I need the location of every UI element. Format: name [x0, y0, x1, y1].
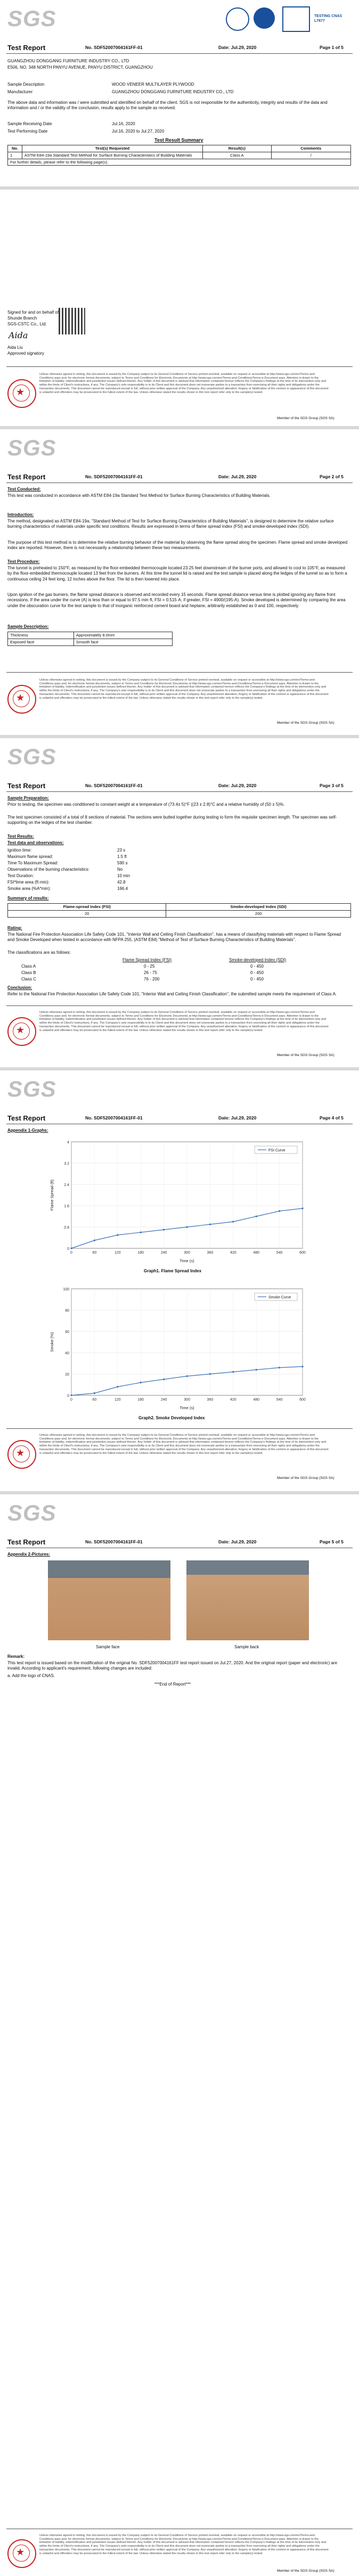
report-number: No. SDF52007004161FF-01: [85, 474, 143, 479]
y-tick-label: 60: [65, 1330, 69, 1334]
data-point: [256, 1369, 257, 1370]
x-tick-label: 300: [184, 1251, 190, 1255]
data-point: [163, 1229, 165, 1230]
report-number: No. SDF52007004161FF-01: [85, 783, 143, 788]
report-number: No. SDF52007004161FF-01: [85, 1115, 143, 1121]
page-number: Page 2 of 5: [320, 474, 344, 479]
sample-description-value: WOOD VENEER MULTILAYER PLYWOOD: [112, 82, 194, 87]
legend-label: FSI Curve: [268, 1149, 285, 1152]
x-tick-label: 240: [160, 1251, 167, 1255]
class-header: Flame Spread Index (FSI): [123, 958, 172, 962]
data-point: [232, 1221, 234, 1222]
y-tick-label: 0: [67, 1247, 69, 1251]
client-address: E506, NO. 348 NORTH PANYU AVENUE, PANYU DISTRICT, GUANGZHOU: [7, 65, 153, 70]
section-text: The tunnel is preheated to 150°F, as measured by the floor-embedded thermocouple located 23.25 feet downstream of the burner ports, and allowed to cool to 105°F, as measured by the floor-embedded thermocouple located 13 feet from the burners. At this time the tunnel lid is raised and the test sample is placed along the ledges of the tunnel so as to form a continuous ceiling 24 feet long, 12 inches above the floor. The lid is then lowered into place.: [7, 566, 347, 582]
sample-description-label: Sample Description: [7, 82, 45, 87]
y-tick-label: 1.6: [64, 1205, 69, 1208]
class-fsi: 26 - 75: [144, 970, 157, 975]
class-header: Smoke-developed Index (SDI): [229, 958, 287, 962]
obs-value: 10 min: [117, 873, 130, 878]
class-sdi: 0 - 450: [250, 970, 264, 975]
report-number: No. SDF52007004161FF-01: [85, 1539, 143, 1544]
obs-value: 590 s: [117, 861, 128, 865]
footer-legal-text: Unless otherwise agreed in writing, this document is issued by the Company subject to its General Conditions of Service printed overleaf, available on request or accessible at http://www.sgs.com/en/Terms-and-Conditions.aspx and, for electronic format documents, subject to Terms and Conditions for Electronic Documents at http://www.sgs.com/en/Terms-and-Conditions/Terms-e-Document.aspx. Attention is drawn to the limitation of liability, indemnification and jurisdiction issues defined therein. Any holder of this document is advised that information contained hereon reflects the Company's findings at the time of its intervention only and within the limits of Client's instructions, if any. The Company's sole responsibility is to its Client and this document does not exonerate parties to a transaction from exercising all their rights and obligations under the transaction documents. This document cannot be reproduced except in full, without prior written approval of the Company. Any unauthorized alteration, forgery or falsification of the content or appearance of this document is unlawful and offenders may be prosecuted to the fullest extent of the law. Unless otherwise stated the results shown in this test report refer only to the sample(s) tested.: [39, 1434, 329, 1455]
report-number: No. SDF52007004161FF-01: [85, 45, 143, 50]
data-point: [301, 1207, 303, 1209]
obs-label: FSI*time area (ft·min):: [7, 880, 50, 885]
data-point: [70, 1394, 72, 1396]
signature: Aida: [9, 330, 28, 340]
footer-member: Member of the SGS Group (SGS SA): [277, 416, 334, 420]
obs-value: No: [117, 867, 123, 872]
receiving-date-value: Jul.16, 2020: [112, 121, 135, 126]
obs-label: Ignition time:: [7, 848, 32, 853]
class-fsi: 0 - 25: [144, 964, 155, 969]
data-point: [301, 1365, 303, 1367]
desc-cell: Approximately 8.0mm: [74, 632, 172, 639]
sgs-logo: SGS: [7, 6, 56, 31]
section-heading: Test Conducted:: [7, 487, 41, 492]
obs-value: 166.4: [117, 886, 128, 891]
section-text: The classifications are as follows:: [7, 950, 71, 955]
obs-value: 1.5 ft: [117, 854, 127, 859]
data-point: [140, 1231, 142, 1233]
summary-header: Test(s) Requested: [22, 145, 203, 152]
x-tick-label: 600: [299, 1398, 306, 1402]
sample-face-photo: [48, 1560, 170, 1640]
class-name: Class A: [21, 964, 36, 969]
x-tick-label: 180: [137, 1398, 144, 1402]
sample-desc-table: [7, 632, 173, 646]
footer-legal-text: Unless otherwise agreed in writing, this document is issued by the Company subject to its General Conditions of Service printed overleaf, available on request or accessible at http://www.sgs.com/en/Terms-and-Conditions.aspx and, for electronic format documents, subject to Terms and Conditions for Electronic Documents at http://www.sgs.com/en/Terms-and-Conditions/Terms-e-Document.aspx. Attention is drawn to the limitation of liability, indemnification and jurisdiction issues defined therein. Any holder of this document is advised that information contained hereon reflects the Company's findings at the time of its intervention only and within the limits of Client's instructions, if any. The Company's sole responsibility is to its Client and this document does not exonerate parties to a transaction from exercising all their rights and obligations under the transaction documents. This document cannot be reproduced except in full, without prior written approval of the Company. Any unauthorized alteration, forgery or falsification of the content or appearance of this document is unlawful and offenders may be prosecuted to the fullest extent of the law. Unless otherwise stated the results shown in this test report refer only to the sample(s) tested.: [39, 1011, 329, 1032]
report-date: Date: Jul.29, 2020: [218, 474, 257, 479]
summary-table: [7, 145, 351, 166]
section-text: Refer to the National Fire Protection Association Life Safety Code 101, "Interior Wall and Ceiling Finish Classification", the submitted sample meets the requirement of Class A.: [7, 992, 337, 996]
obs-label: Smoke area (%A*min):: [7, 886, 51, 891]
y-tick-label: 40: [65, 1352, 69, 1355]
data-point: [94, 1239, 95, 1241]
report-page-5: [0, 1494, 359, 2576]
report-date: Date: Jul.29, 2020: [218, 1115, 257, 1121]
summary-cell: /: [271, 152, 350, 159]
results-header: Flame-spread Index (FSI): [8, 904, 166, 911]
x-tick-label: 300: [184, 1398, 190, 1402]
class-sdi: 0 - 450: [250, 977, 264, 982]
page-number: Page 1 of 5: [320, 45, 344, 50]
data-point: [279, 1210, 280, 1212]
graph1-caption: Graph1. Flame Spread Index: [144, 1269, 202, 1273]
footer-member: Member of the SGS Group (SGS SA): [277, 2569, 334, 2573]
photo-caption: Sample back: [234, 1645, 259, 1649]
desc-cell: Thickness: [8, 632, 74, 639]
footer-member: Member of the SGS Group (SGS SA): [277, 1053, 334, 1057]
red-seal-icon: ★: [7, 379, 36, 408]
signer-role: Approved signatory: [7, 351, 44, 356]
summary-header: Result(s): [203, 145, 272, 152]
signer-name: Aida Liu: [7, 345, 23, 350]
summary-note: For further details, please refer to the following page(s).: [8, 159, 351, 166]
section-text: Prior to testing, the specimen was conditioned to constant weight at a temperature of (73.4± 5)°F ((23 ± 2.8)°C and a relative humidity of (50 ± 5)%.: [7, 802, 285, 807]
y-tick-label: 20: [65, 1373, 69, 1377]
x-axis-label: Time (s): [180, 1258, 194, 1263]
x-tick-label: 0: [70, 1398, 72, 1402]
obs-label: Time To Maximum Spread:: [7, 861, 59, 865]
report-date: Date: Jul.29, 2020: [218, 45, 257, 50]
section-heading: Introduction:: [7, 512, 34, 517]
x-tick-label: 0: [70, 1251, 72, 1255]
smoke-developed-chart: [48, 1283, 309, 1411]
x-tick-label: 240: [160, 1398, 167, 1402]
class-sdi: 0 - 450: [250, 964, 264, 969]
section-text: This test was conducted in accordance with ASTM E84-19a Standard Test Method for Surface Burning Characteristics of Building Materials.: [7, 493, 271, 498]
cnas-globe-icon: [254, 7, 275, 29]
receiving-date-label: Sample Receiving Date: [7, 121, 52, 126]
section-heading: Test Procedure:: [7, 559, 40, 564]
sgs-logo: SGS: [7, 435, 56, 460]
red-seal-icon: ★: [7, 1440, 36, 1469]
signed-branch: Shunde Branch: [7, 316, 37, 321]
cnas-logo: [282, 6, 310, 32]
obs-value: 23 s: [117, 848, 126, 853]
section-text: Upon ignition of the gas burners, the flame spread distance is observed and recorded every 15 seconds. Flame spread distance versus time is plotted ignoring any flame front recessions. If the area under the curve (A) is less than or equal to 97.5 min·ft, FSI = 0.515·A; if greater, FSI = 4900/(195-A). Smoke developed is determined by comparing the area under the obscuration curve for the test sample to that of inorganic reinforced cement board and heptane, arbitrarily established as 0 and 100, respectively.: [7, 592, 346, 608]
legend-label: Smoke Curve: [268, 1296, 291, 1299]
summary-title: Test Result Summary: [154, 137, 203, 143]
section-heading: Appendix 1-Graphs:: [7, 1128, 48, 1133]
page-title: Test Report: [7, 473, 46, 481]
y-axis-label: Flame Spread (ft): [50, 1179, 54, 1211]
end-of-report: ***End of Report***: [154, 1682, 191, 1687]
section-heading: Rating:: [7, 926, 22, 930]
x-tick-label: 360: [207, 1251, 214, 1255]
y-axis-label: Smoke (%): [50, 1332, 54, 1352]
results-cell: 20: [8, 910, 166, 917]
desc-cell: Smooth face: [74, 639, 172, 645]
y-tick-label: 2.4: [64, 1183, 69, 1187]
section-heading: Conclusion:: [7, 985, 32, 990]
graph2-caption: Graph2. Smoke Developed Index: [138, 1416, 205, 1420]
x-tick-label: 60: [92, 1398, 97, 1402]
desc-cell: Exposed face: [8, 639, 74, 645]
ilac-mra-icon: [226, 7, 249, 31]
obs-label: Test Duration:: [7, 873, 34, 878]
sgs-logo: SGS: [7, 1076, 56, 1101]
y-tick-label: 4: [67, 1141, 69, 1144]
page-title: Test Report: [7, 1538, 46, 1546]
section-text: The National Fire Protection Association Life Safety Code 101, "Interior Wall and Ceiling Finish Classification", has a means of classifying materials with respect to Flame Spread and Smoke Developed when tested in accordance with NFPA 255, (ASTM E84) "Method of Test of Surface Burning Characteristics of Building Materials".: [7, 932, 341, 943]
class-name: Class C: [21, 977, 37, 982]
footer-legal-text: Unless otherwise agreed in writing, this document is issued by the Company subject to its General Conditions of Service printed overleaf, available on request or accessible at http://www.sgs.com/en/Terms-and-Conditions.aspx and, for electronic format documents, subject to Terms and Conditions for Electronic Documents at http://www.sgs.com/en/Terms-and-Conditions/Terms-e-Document.aspx. Attention is drawn to the limitation of liability, indemnification and jurisdiction issues defined therein. Any holder of this document is advised that information contained hereon reflects the Company's findings at the time of its intervention only and within the limits of Client's instructions, if any. The Company's sole responsibility is to its Client and this document does not exonerate parties to a transaction from exercising all their rights and obligations under the transaction documents. This document cannot be reproduced except in full, without prior written approval of the Company. Any unauthorized alteration, forgery or falsification of the content or appearance of this document is unlawful and offenders may be prosecuted to the fullest extent of the law. Unless otherwise stated the results shown in this test report refer only to the sample(s) tested.: [39, 2534, 329, 2555]
data-point: [186, 1226, 187, 1228]
data-point: [209, 1373, 211, 1375]
x-tick-label: 540: [276, 1398, 283, 1402]
page-number: Page 3 of 5: [320, 783, 344, 788]
summary-header: No.: [8, 145, 22, 152]
section-heading: Sample Preparation:: [7, 796, 49, 800]
summary-cell: Class A: [203, 152, 272, 159]
section-heading: Appendix 2-Pictures:: [7, 1552, 51, 1557]
obs-label: Maximum flame spread:: [7, 854, 53, 859]
data-point: [117, 1234, 118, 1236]
data-point: [279, 1367, 280, 1368]
red-seal-icon: ★: [7, 685, 36, 714]
obs-value: 42.8: [117, 880, 126, 885]
data-point: [232, 1371, 234, 1372]
results-header: Smoke-developed Index (SDI): [166, 904, 351, 911]
accreditation-badges: [224, 4, 352, 36]
flame-spread-chart: [48, 1136, 309, 1264]
disclaimer: The above data and information was / were submitted and identified on behalf of the client. SGS is not responsible for the authenticity, integrity and results of the data and information and / or the validity of the conclusion, results apply to the sample as received.: [7, 100, 328, 111]
data-point: [256, 1215, 257, 1217]
page-title: Test Report: [7, 44, 46, 52]
remark-text: This test report is issued based on the modification of the original No. SDF52007004161FF test report issued on Jul.27, 2020. And the original report (paper and electronic) are invalid. According to applicant's requirement, following changes are included:: [7, 1661, 338, 1671]
data-point: [70, 1247, 72, 1249]
sgs-logo: SGS: [7, 744, 56, 769]
class-fsi: 76 - 200: [144, 977, 160, 982]
summary-header: Comments: [271, 145, 350, 152]
y-tick-label: 0: [67, 1394, 69, 1398]
obs-label: Observations of the burning characteristics:: [7, 867, 89, 872]
results-cell: 200: [166, 910, 351, 917]
x-tick-label: 480: [253, 1251, 260, 1255]
footer-member: Member of the SGS Group (SGS SA): [277, 721, 334, 725]
y-tick-label: 100: [63, 1288, 69, 1291]
page-number: Page 5 of 5: [320, 1539, 344, 1544]
summary-cell: ASTM E84-19a Standard Test Method for Surface Burning Characteristics of Building Materials: [22, 152, 203, 159]
page-title: Test Report: [7, 1114, 46, 1122]
remark-title: Remark:: [7, 1654, 25, 1659]
summary-cell: 1: [8, 152, 22, 159]
red-seal-icon: ★: [7, 2539, 36, 2568]
x-tick-label: 180: [137, 1251, 144, 1255]
page-title: Test Report: [7, 782, 46, 790]
x-tick-label: 600: [299, 1251, 306, 1255]
page-number: Page 4 of 5: [320, 1115, 344, 1121]
x-tick-label: 360: [207, 1398, 214, 1402]
x-tick-label: 420: [230, 1398, 236, 1402]
qr-code: [59, 308, 85, 334]
results-table: [7, 903, 351, 918]
report-date: Date: Jul.29, 2020: [218, 1539, 257, 1544]
signed-company: SGS-CSTC Co., Ltd.: [7, 322, 47, 326]
data-point: [186, 1375, 187, 1377]
class-name: Class B: [21, 970, 36, 975]
data-point: [163, 1378, 165, 1380]
cnas-testing-label: TESTING CNAS L7677: [314, 14, 342, 23]
x-tick-label: 60: [92, 1251, 97, 1255]
sgs-logo: SGS: [7, 1500, 56, 1525]
data-point: [209, 1223, 211, 1225]
report-date: Date: Jul.29, 2020: [218, 783, 257, 788]
y-tick-label: 0.8: [64, 1226, 69, 1230]
manufacturer-label: Manufacturer: [7, 89, 33, 94]
section-heading: Test Results:: [7, 834, 34, 839]
data-point: [94, 1392, 95, 1394]
x-tick-label: 120: [114, 1398, 121, 1402]
manufacturer-value: GUANGZHOU DONGGANG FURNITURE INDUSTRY CO., LTD: [112, 89, 234, 94]
photo-caption: Sample face: [96, 1645, 120, 1649]
x-tick-label: 540: [276, 1251, 283, 1255]
sample-back-photo: [186, 1560, 309, 1640]
data-point: [117, 1386, 118, 1387]
remark-item: a. Add the logo of CNAS.: [7, 1673, 55, 1678]
x-axis-label: Time (s): [180, 1405, 194, 1410]
section-text: The method, designated as ASTM E84-19a, "Standard Method of Test for Surface Burning Characteristics of Building Materials", is designed to determine the relative surface burning characteristics of materials under specific test conditions. Results are expressed in terms of flame spread index (FSI) and smoke-developed index (SDI).: [7, 519, 334, 529]
client-company: GUANGZHOU DONGGANG FURNITURE INDUSTRY CO., LTD: [7, 59, 129, 63]
signed-on-behalf: Signed for and on behalf of: [7, 310, 59, 315]
x-tick-label: 480: [253, 1398, 260, 1402]
data-point: [140, 1381, 142, 1383]
footer-legal-text: Unless otherwise agreed in writing, this document is issued by the Company subject to its General Conditions of Service printed overleaf, available on request or accessible at http://www.sgs.com/en/Terms-and-Conditions.aspx and, for electronic format documents, subject to Terms and Conditions for Electronic Documents at http://www.sgs.com/en/Terms-and-Conditions/Terms-e-Document.aspx. Attention is drawn to the limitation of liability, indemnification and jurisdiction issues defined therein. Any holder of this document is advised that information contained hereon reflects the Company's findings at the time of its intervention only and within the limits of Client's instructions, if any. The Company's sole responsibility is to its Client and this document does not exonerate parties to a transaction from exercising all their rights and obligations under the transaction documents. This document cannot be reproduced except in full, without prior written approval of the Company. Any unauthorized alteration, forgery or falsification of the content or appearance of this document is unlawful and offenders may be prosecuted to the fullest extent of the law. Unless otherwise stated the results shown in this test report refer only to the sample(s) tested.: [39, 678, 329, 700]
section-heading: Summary of results:: [7, 896, 49, 901]
x-tick-label: 420: [230, 1251, 236, 1255]
section-heading: Test data and observations:: [7, 840, 64, 845]
section-heading: Sample Description:: [7, 624, 49, 629]
y-tick-label: 3.2: [64, 1162, 69, 1166]
y-tick-label: 80: [65, 1309, 69, 1313]
red-seal-icon: ★: [7, 1017, 36, 1046]
section-text: The test specimen consisted of a total of 8 sections of material. The sections were butted together during testing to form the requisite specimen length. The specimen was self-supporting on the ledges of the test chamber.: [7, 815, 337, 825]
footer-member: Member of the SGS Group (SGS SA): [277, 1476, 334, 1480]
section-text: The purpose of this test method is to determine the relative burning behavior of the material by observing the flame spread along the specimen. Flame spread and smoke developed index are reported. However, there is not necessarily a relationship between these two measurements.: [7, 540, 348, 551]
x-tick-label: 120: [114, 1251, 121, 1255]
performing-date-value: Jul.16, 2020 to Jul.27, 2020: [112, 129, 165, 134]
performing-date-label: Test Performing Date: [7, 129, 48, 134]
footer-legal-text: Unless otherwise agreed in writing, this document is issued by the Company subject to its General Conditions of Service printed overleaf, available on request or accessible at http://www.sgs.com/en/Terms-and-Conditions.aspx and, for electronic format documents, subject to Terms and Conditions for Electronic Documents at http://www.sgs.com/en/Terms-and-Conditions/Terms-e-Document.aspx. Attention is drawn to the limitation of liability, indemnification and jurisdiction issues defined therein. Any holder of this document is advised that information contained hereon reflects the Company's findings at the time of its intervention only and within the limits of Client's instructions, if any. The Company's sole responsibility is to its Client and this document does not exonerate parties to a transaction from exercising all their rights and obligations under the transaction documents. This document cannot be reproduced except in full, without prior written approval of the Company. Any unauthorized alteration, forgery or falsification of the content or appearance of this document is unlawful and offenders may be prosecuted to the fullest extent of the law. Unless otherwise stated the results shown in this test report refer only to the sample(s) tested.: [39, 373, 329, 394]
